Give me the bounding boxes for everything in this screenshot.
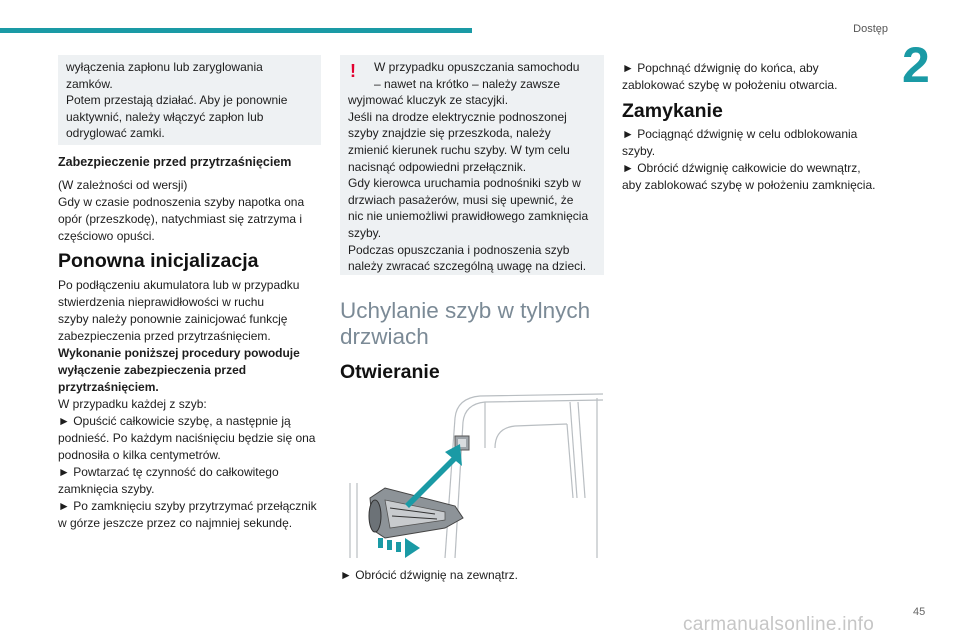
box-line: odryglować zamki. (66, 126, 165, 141)
box-line: uaktywnić, należy włączyć zapłon lub (66, 109, 264, 124)
closing-text (622, 126, 892, 194)
warning-line: – nawet na krótko – należy zawsze (374, 76, 561, 91)
rear-window-lever-illustration (345, 388, 605, 558)
header-accent-bar (0, 28, 472, 33)
arrow-dash (378, 538, 383, 548)
warning-line: należy zwracać szczególną uwagę na dzieci. (348, 259, 587, 274)
text-line: opór (przeszkodę), natychmiast się zatrzyma i (58, 212, 303, 226)
reinit-text (58, 277, 333, 532)
text-line-bold: Wykonanie poniższej procedury powoduje (58, 346, 300, 360)
warning-icon: ! (350, 61, 356, 81)
text-line: ► Obrócić dźwignię całkowicie do wewnątrz, (622, 161, 861, 175)
warning-line: drzwiach pasażerów, musi się upewnić, że (348, 192, 574, 207)
watermark: carmanualsonline.info (683, 614, 875, 635)
heading-reinit: Ponowna inicjalizacja (58, 250, 259, 272)
warning-box (340, 55, 604, 275)
text-line: ► Opuścić całkowicie szybę, a następnie ją (58, 414, 291, 428)
text-line: aby zablokować szybę w położeniu zamknięcia. (622, 178, 876, 192)
warning-line: szyby. (348, 225, 382, 240)
arrow-dash (396, 542, 401, 552)
text-line: W przypadku każdej z szyb: (58, 397, 207, 411)
text-line-bold: przytrzaśnięciem. (58, 380, 159, 394)
text-line: szyby należy ponownie zainicjować funkcję (58, 312, 288, 326)
box-line: Potem przestają działać. Aby je ponownie (66, 93, 288, 108)
text-line: (W zależności od wersji) (58, 178, 188, 192)
anti-pinch-text (58, 177, 328, 245)
warning-line: nacisnąć odpowiedni przełącznik. (348, 159, 527, 174)
text-line: zabezpieczenia przed przytrzaśnięciem. (58, 329, 271, 343)
arrow-head-lower (405, 538, 420, 558)
text-line: ► Pociągnąć dźwignię w celu odblokowania (622, 127, 858, 141)
text-line: szyby. (622, 144, 656, 158)
text-line: ► Powtarzać tę czynność do całkowitego (58, 465, 279, 479)
open-continue-text (622, 60, 887, 94)
text-line-bold: wyłączenie zabezpieczenia przed (58, 363, 247, 377)
text-line: ► Po zamknięciu szyby przytrzymać przełącznik (58, 499, 317, 513)
warning-line: Podczas opuszczania i podnoszenia szyb (348, 242, 570, 257)
text-line: w górze jeszcze przez co najmniej sekundę. (58, 516, 293, 530)
heading-rear-windows (340, 298, 610, 350)
heading-closing: Zamykanie (622, 100, 723, 122)
text-line: zamknięcia szyby. (58, 482, 155, 496)
info-box-ignition (58, 55, 321, 145)
box-line: zamków. (66, 76, 113, 91)
text-line: częściowo opuści. (58, 229, 155, 243)
heading-line: drzwiach (340, 324, 429, 349)
warning-line: wyjmować kluczyk ze stacyjki. (348, 93, 509, 108)
warning-line: Gdy kierowca uruchamia podnośniki szyb w (348, 176, 581, 191)
heading-line: Uchylanie szyb w tylnych (340, 298, 591, 323)
text-line: podnieść. Po każdym naciśnięciu będzie się ona (58, 431, 316, 445)
warning-line: W przypadku opuszczania samochodu (374, 60, 580, 74)
page-number: 45 (913, 606, 926, 618)
box-line: wyłączenia zapłonu lub zaryglowania (66, 60, 263, 74)
text-line: podnosiła o kilka centymetrów. (58, 448, 221, 462)
heading-opening: Otwieranie (340, 361, 440, 383)
illustration-caption: ► Obrócić dźwignię na zewnątrz. (340, 568, 518, 582)
chapter-number: 2 (902, 37, 930, 93)
warning-line: szyby znajdzie się przeszkoda, należy (348, 126, 551, 141)
text-line: stwierdzenia nieprawidłowości w ruchu (58, 295, 265, 309)
heading-anti-pinch: Zabezpieczenie przed przytrzaśnięciem (58, 155, 292, 169)
warning-line: Jeśli na drodze elektrycznie podnoszonej (348, 109, 567, 124)
text-line: ► Popchnąć dźwignię do końca, aby (622, 61, 819, 75)
text-line: Po podłączeniu akumulatora lub w przypadku (58, 278, 300, 292)
warning-line: nic nie uniemożliwi prawidłowego zamknięcia (348, 209, 589, 224)
text-line: zablokować szybę w położeniu otwarcia. (622, 78, 838, 92)
arrow-dash (387, 540, 392, 550)
warning-line: zmienić kierunek ruchu szyby. W tym celu (348, 142, 570, 157)
section-title: Dostęp (853, 23, 888, 35)
text-line: Gdy w czasie podnoszenia szyby napotka ona (58, 195, 305, 209)
